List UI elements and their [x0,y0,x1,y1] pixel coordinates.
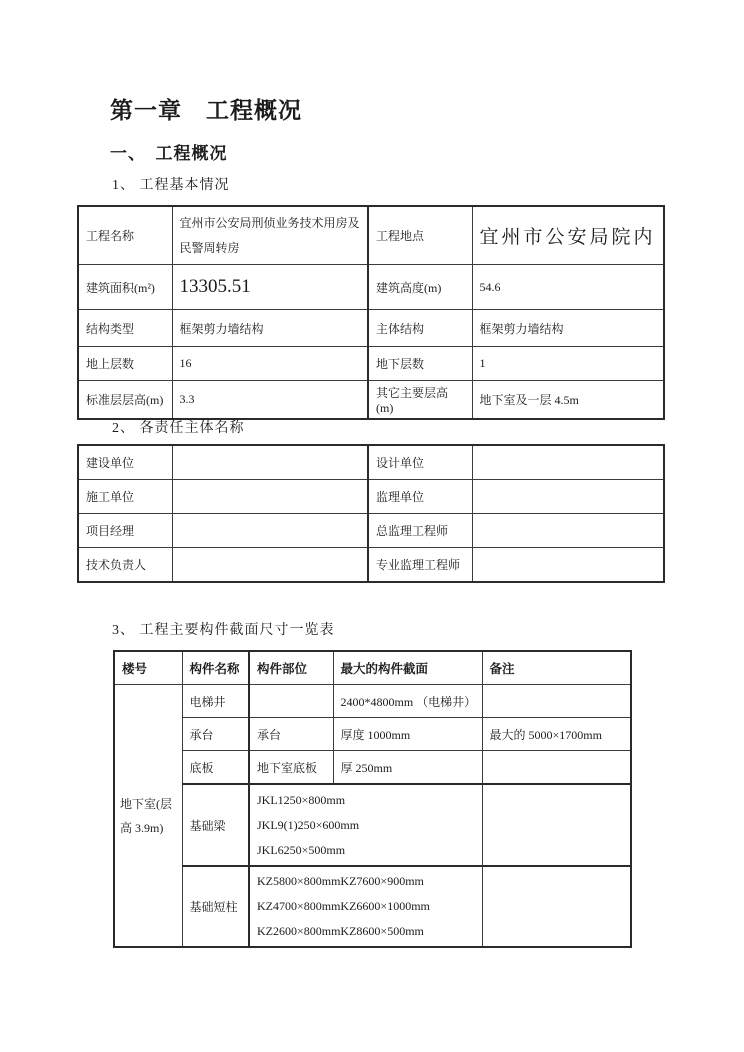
building-height-value: 54.6 [472,265,664,310]
table-row [78,445,664,480]
chapter-title: 第一章 工程概况 [110,97,302,123]
column-header-max-section: 最大的构件截面 [333,651,482,685]
project-name-value: 宜州市公安局刑侦业务技术用房及民警周转房 [172,206,368,265]
contractor-unit-value [172,480,368,514]
project-location-value: 宜州市公安局院内 [472,206,664,265]
project-location-label: 工程地点 [368,206,472,265]
main-structure-value: 框架剪力墙结构 [472,310,664,347]
component-name-cell: 基础梁 [182,784,249,866]
table-row [114,685,631,718]
section-line: KZ2600×800mmKZ8600×500mm [257,924,424,938]
project-manager-label: 项目经理 [78,514,172,548]
component-name-cell: 底板 [182,751,249,785]
building-area-value: 13305.51 [172,265,368,310]
max-section-multiline-cell [249,784,482,866]
construction-unit-value [172,445,368,480]
table-row [114,784,631,866]
table-row [78,310,664,347]
components-table [113,650,632,948]
section-heading: 一、 工程概况 [110,144,228,163]
table-header-row [114,651,631,685]
floors-below-label: 地下层数 [368,347,472,381]
floors-above-label: 地上层数 [78,347,172,381]
other-floor-height-label: 其它主要层高(m) [368,381,472,420]
component-name-cell: 承台 [182,718,249,751]
other-floor-height-value: 地下室及一层 4.5m [472,381,664,420]
table-row [78,381,664,420]
basic-info-table [77,205,665,420]
floors-above-value: 16 [172,347,368,381]
table-row [78,206,664,265]
remark-cell [482,685,631,718]
project-manager-value [172,514,368,548]
chief-supervision-engineer-value [472,514,664,548]
table-row [78,347,664,381]
technical-director-label: 技术负责人 [78,548,172,583]
remark-cell: 最大的 5000×1700mm [482,718,631,751]
design-unit-value [472,445,664,480]
specialty-supervision-engineer-value [472,548,664,583]
table-row [78,265,664,310]
subsection-heading-responsible-parties: 2、 各责任主体名称 [112,421,245,436]
table-row [78,548,664,583]
section-line: JKL6250×500mm [257,842,346,857]
max-section-cell: 厚度 1000mm [333,718,482,751]
design-unit-label: 设计单位 [368,445,472,480]
project-name-label: 工程名称 [78,206,172,265]
standard-floor-height-label: 标准层层高(m) [78,381,172,420]
remark-cell [482,784,631,866]
section-line: JKL1250×800mm [257,792,346,807]
section-line: KZ5800×800mmKZ7600×900mm [257,874,424,888]
structure-type-value: 框架剪力墙结构 [172,310,368,347]
floors-below-value: 1 [472,347,664,381]
technical-director-value [172,548,368,583]
column-header-component-part: 构件部位 [249,651,333,685]
specialty-supervision-engineer-label: 专业监理工程师 [368,548,472,583]
standard-floor-height-value: 3.3 [172,381,368,420]
construction-unit-label: 建设单位 [78,445,172,480]
supervision-unit-label: 监理单位 [368,480,472,514]
structure-type-label: 结构类型 [78,310,172,347]
chief-supervision-engineer-label: 总监理工程师 [368,514,472,548]
building-height-label: 建筑高度(m) [368,265,472,310]
component-name-cell: 电梯井 [182,685,249,718]
building-area-label: 建筑面积(m²) [78,265,172,310]
remark-cell [482,866,631,947]
subsection-heading-components: 3、 工程主要构件截面尺寸一览表 [112,623,335,638]
column-header-component-name: 构件名称 [182,651,249,685]
floor-label-cell: 地下室(层高 3.9m) [114,685,182,948]
section-line: KZ4700×800mmKZ6600×1000mm [257,899,430,913]
component-part-cell: 承台 [249,718,333,751]
table-row [78,514,664,548]
subsection-heading-basic-info: 1、 工程基本情况 [112,178,230,193]
column-header-building: 楼号 [114,651,182,685]
responsible-parties-table [77,444,665,583]
section-line: JKL9(1)250×600mm [257,817,360,832]
max-section-multiline-cell [249,866,482,947]
table-row [114,751,631,785]
component-part-cell: 地下室底板 [249,751,333,785]
contractor-unit-label: 施工单位 [78,480,172,514]
table-row [114,718,631,751]
column-header-remark: 备注 [482,651,631,685]
table-row [114,866,631,947]
component-part-cell [249,685,333,718]
max-section-cell: 2400*4800mm （电梯井） [333,685,482,718]
component-name-cell: 基础短柱 [182,866,249,947]
main-structure-label: 主体结构 [368,310,472,347]
supervision-unit-value [472,480,664,514]
remark-cell [482,751,631,785]
table-row [78,480,664,514]
max-section-cell: 厚 250mm [333,751,482,785]
